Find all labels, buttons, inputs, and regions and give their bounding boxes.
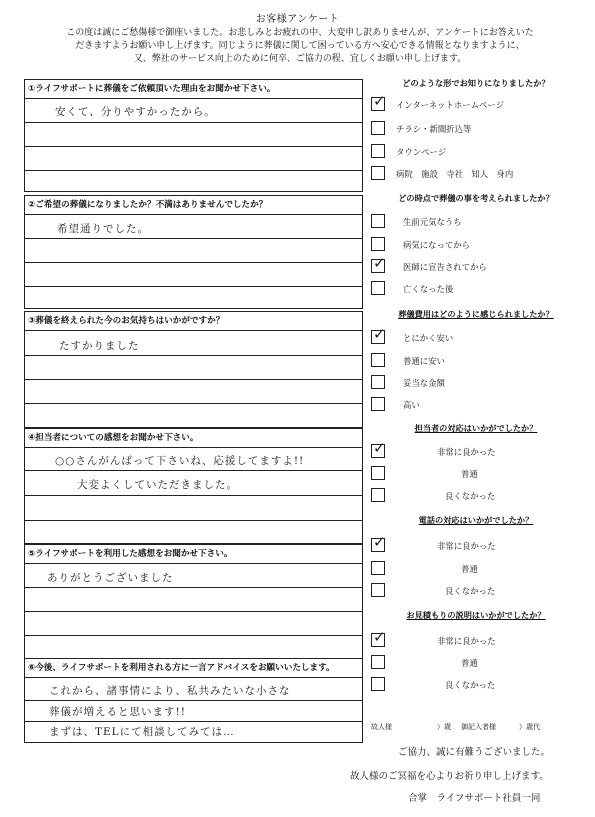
answer-line[interactable] <box>25 564 362 588</box>
checkbox[interactable] <box>371 166 385 180</box>
option-label: とにかく安い <box>403 333 454 343</box>
question-label: ②ご希望の葬儀になりましたか？不満はありませんでしたか？ <box>25 196 362 215</box>
checkbox[interactable] <box>371 677 385 691</box>
option-label: 高い <box>403 400 420 410</box>
survey-heading <box>371 423 581 434</box>
answer-line[interactable] <box>25 380 362 404</box>
survey-heading-text: 担当者の対応はいかがでしたか？ <box>414 423 538 433</box>
checkbox[interactable] <box>371 353 385 367</box>
checkbox[interactable] <box>371 561 385 575</box>
answer-line[interactable] <box>25 678 362 701</box>
option-label: 良くなかった <box>445 680 496 690</box>
writer-label: 御記入者様 <box>461 723 496 731</box>
survey-option[interactable] <box>371 214 581 230</box>
survey-heading: どのような形でお知りになりましたか？ <box>402 78 550 88</box>
survey-option[interactable] <box>371 166 581 182</box>
checkbox[interactable] <box>371 488 385 502</box>
question-label: ④担当者についての感想をお聞かせ下さい。 <box>25 429 362 448</box>
checkbox[interactable] <box>371 281 385 295</box>
answer-line[interactable] <box>25 521 362 543</box>
closing-thanks: ご協力、誠に有難うございました。 <box>398 747 551 758</box>
survey-option[interactable] <box>371 655 581 671</box>
option-label: 良くなかった <box>445 491 496 501</box>
survey-option[interactable] <box>371 353 581 369</box>
intro-line: この度は誠にご愁傷様で御座いました。お悲しみとお疲れの中、大変申し訳ありませんが、アンケートにお答えいた <box>66 28 534 38</box>
survey-option[interactable] <box>371 677 581 693</box>
answer-line[interactable] <box>25 287 362 308</box>
question-label: ⑤ライフサポートを利用した感想をお聞かせ下さい。 <box>25 545 362 564</box>
survey-option[interactable] <box>371 561 581 577</box>
option-label: 妥当な金額 <box>403 378 445 388</box>
handwritten-answer: ありがとうございました <box>47 572 174 584</box>
option-label: 医師に宣告されてから <box>403 262 487 272</box>
survey-heading <box>371 610 581 621</box>
handwritten-answer: まずは、TELにて相談してみては… <box>49 726 235 738</box>
survey-heading-text: 電話の対応はいかがでしたか？ <box>418 515 534 525</box>
checkbox[interactable] <box>371 397 385 411</box>
question-box-5 <box>24 544 363 659</box>
closing-prayer: 故人様のご冥福を心よりお祈り申し上げます。 <box>350 771 549 782</box>
survey-option[interactable] <box>371 466 581 482</box>
option-label: 非常に良かった <box>437 447 496 457</box>
option-label: 病院 施設 寺社 知人 身内 <box>396 169 514 179</box>
checkbox[interactable] <box>371 254 386 273</box>
deceased-label: 故人様 <box>371 723 392 731</box>
option-label: 普通 <box>461 658 478 668</box>
survey-option[interactable] <box>371 583 581 599</box>
question-box-2 <box>24 195 363 309</box>
survey-heading <box>371 309 581 320</box>
checkbox[interactable] <box>371 375 385 389</box>
intro-line: 又、弊社のサービス向上のために何卒、ご協力の程、宜しくお願い申し上げます。 <box>133 54 467 64</box>
checkbox[interactable] <box>371 533 386 552</box>
answer-line[interactable] <box>25 239 362 263</box>
option-label: 亡くなった後 <box>403 284 454 294</box>
answer-line[interactable] <box>25 331 362 356</box>
survey-option[interactable] <box>371 488 581 504</box>
checkbox[interactable] <box>371 121 385 135</box>
option-label: 非常に良かった <box>437 636 496 646</box>
question-label: ①ライフサポートに葬儀をご依頼頂いた理由をお聞かせ下さい。 <box>25 80 362 99</box>
check-mark-icon: ✓ <box>373 628 386 646</box>
question-box-4 <box>24 428 363 544</box>
survey-option[interactable] <box>371 254 581 275</box>
option-label: 非常に良かった <box>437 541 496 551</box>
option-label: チラシ・新聞折込等 <box>396 124 472 134</box>
question-label: ⑥今後、ライフサポートを利用される方に一言アドバイスをお願いいたします。 <box>25 659 362 678</box>
checkbox[interactable] <box>371 325 386 344</box>
checkbox[interactable] <box>371 92 386 111</box>
option-label: インターネットホームページ <box>396 100 504 110</box>
check-mark-icon: ✓ <box>373 439 386 457</box>
answer-line[interactable] <box>25 448 362 471</box>
handwritten-answer: 希望通りでした。 <box>57 223 149 235</box>
checkbox[interactable] <box>371 214 385 228</box>
handwritten-answer: 葬儀が増えると思います!! <box>49 706 186 718</box>
option-label: タウンページ <box>396 147 447 157</box>
checkbox[interactable] <box>371 439 386 458</box>
checkbox[interactable] <box>371 237 385 251</box>
answer-line[interactable] <box>25 99 362 123</box>
answer-line[interactable] <box>25 123 362 147</box>
check-mark-icon: ✓ <box>373 92 386 110</box>
handwritten-answer: 安くて、分りやすかったから。 <box>55 106 216 118</box>
survey-heading <box>371 515 581 526</box>
answer-line[interactable] <box>25 356 362 380</box>
survey-option[interactable] <box>371 237 581 253</box>
writer-age-unit: ）歳代 <box>519 723 540 731</box>
question-label: ③葬儀を終えられた今のお気持ちはいかがですか？ <box>25 312 362 331</box>
survey-option[interactable] <box>371 281 581 297</box>
survey-option[interactable] <box>371 439 581 460</box>
survey-option[interactable] <box>371 375 581 391</box>
answer-line[interactable] <box>25 612 362 636</box>
option-label: 普通 <box>461 469 478 479</box>
survey-option[interactable] <box>371 144 581 160</box>
checkbox[interactable] <box>371 655 385 669</box>
survey-option[interactable] <box>371 533 581 554</box>
checkbox[interactable] <box>371 583 385 597</box>
checkbox[interactable] <box>371 466 385 480</box>
survey-option[interactable] <box>371 397 581 413</box>
question-box-1 <box>24 79 363 192</box>
option-label: 普通 <box>461 564 478 574</box>
answer-line[interactable] <box>25 215 362 239</box>
page-title: お客様アンケート <box>255 14 340 25</box>
handwritten-answer: ○○さんがんばって下さいね、応援してますよ!! <box>55 455 305 467</box>
intro-line: だきますようお願い申し上げます。同じように葬儀に関して困っている方へ安心できる情報となりますように、 <box>75 41 525 51</box>
answer-line[interactable] <box>25 496 362 521</box>
check-mark-icon: ✓ <box>373 325 386 343</box>
option-label: 生前元気なうち <box>403 217 462 227</box>
check-mark-icon: ✓ <box>373 254 386 272</box>
answer-line[interactable] <box>25 636 362 658</box>
option-label: 病気になってから <box>403 240 470 250</box>
option-label: 普通に安い <box>403 356 445 366</box>
answer-line[interactable] <box>25 588 362 612</box>
answer-line[interactable] <box>25 147 362 171</box>
handwritten-answer: たすかりました <box>59 340 140 352</box>
answer-line[interactable] <box>25 722 362 742</box>
survey-option[interactable] <box>371 92 581 113</box>
closing-signature: 合掌 ライフサポート社員一同 <box>408 793 541 804</box>
option-label: 良くなかった <box>445 586 496 596</box>
checkbox[interactable] <box>371 144 385 158</box>
check-mark-icon: ✓ <box>373 533 386 551</box>
answer-line[interactable] <box>25 701 362 722</box>
survey-heading-text: お見積もりの説明はいかがでしたか？ <box>406 610 546 620</box>
survey-option[interactable] <box>371 121 581 137</box>
handwritten-answer: これから、諸事情により、私共みたいな小さな <box>49 685 291 697</box>
survey-option[interactable] <box>371 325 581 346</box>
deceased-info-row[interactable] <box>371 722 571 734</box>
question-box-6 <box>24 658 363 743</box>
answer-line[interactable] <box>25 404 362 427</box>
answer-line[interactable] <box>25 263 362 287</box>
survey-heading-text: 葬儀費用はどのように感じられましたか？ <box>398 309 554 319</box>
deceased-age-unit: ）歳 <box>437 723 451 731</box>
handwritten-answer: 大変よくしていただきました。 <box>77 479 238 491</box>
checkbox[interactable] <box>371 628 386 647</box>
answer-line[interactable] <box>25 171 362 191</box>
answer-line[interactable] <box>25 471 362 496</box>
survey-heading: どの時点で葬儀の事を考えられましたか？ <box>398 193 554 203</box>
survey-option[interactable] <box>371 628 581 649</box>
question-box-3 <box>24 311 363 428</box>
intro-text <box>30 27 570 66</box>
